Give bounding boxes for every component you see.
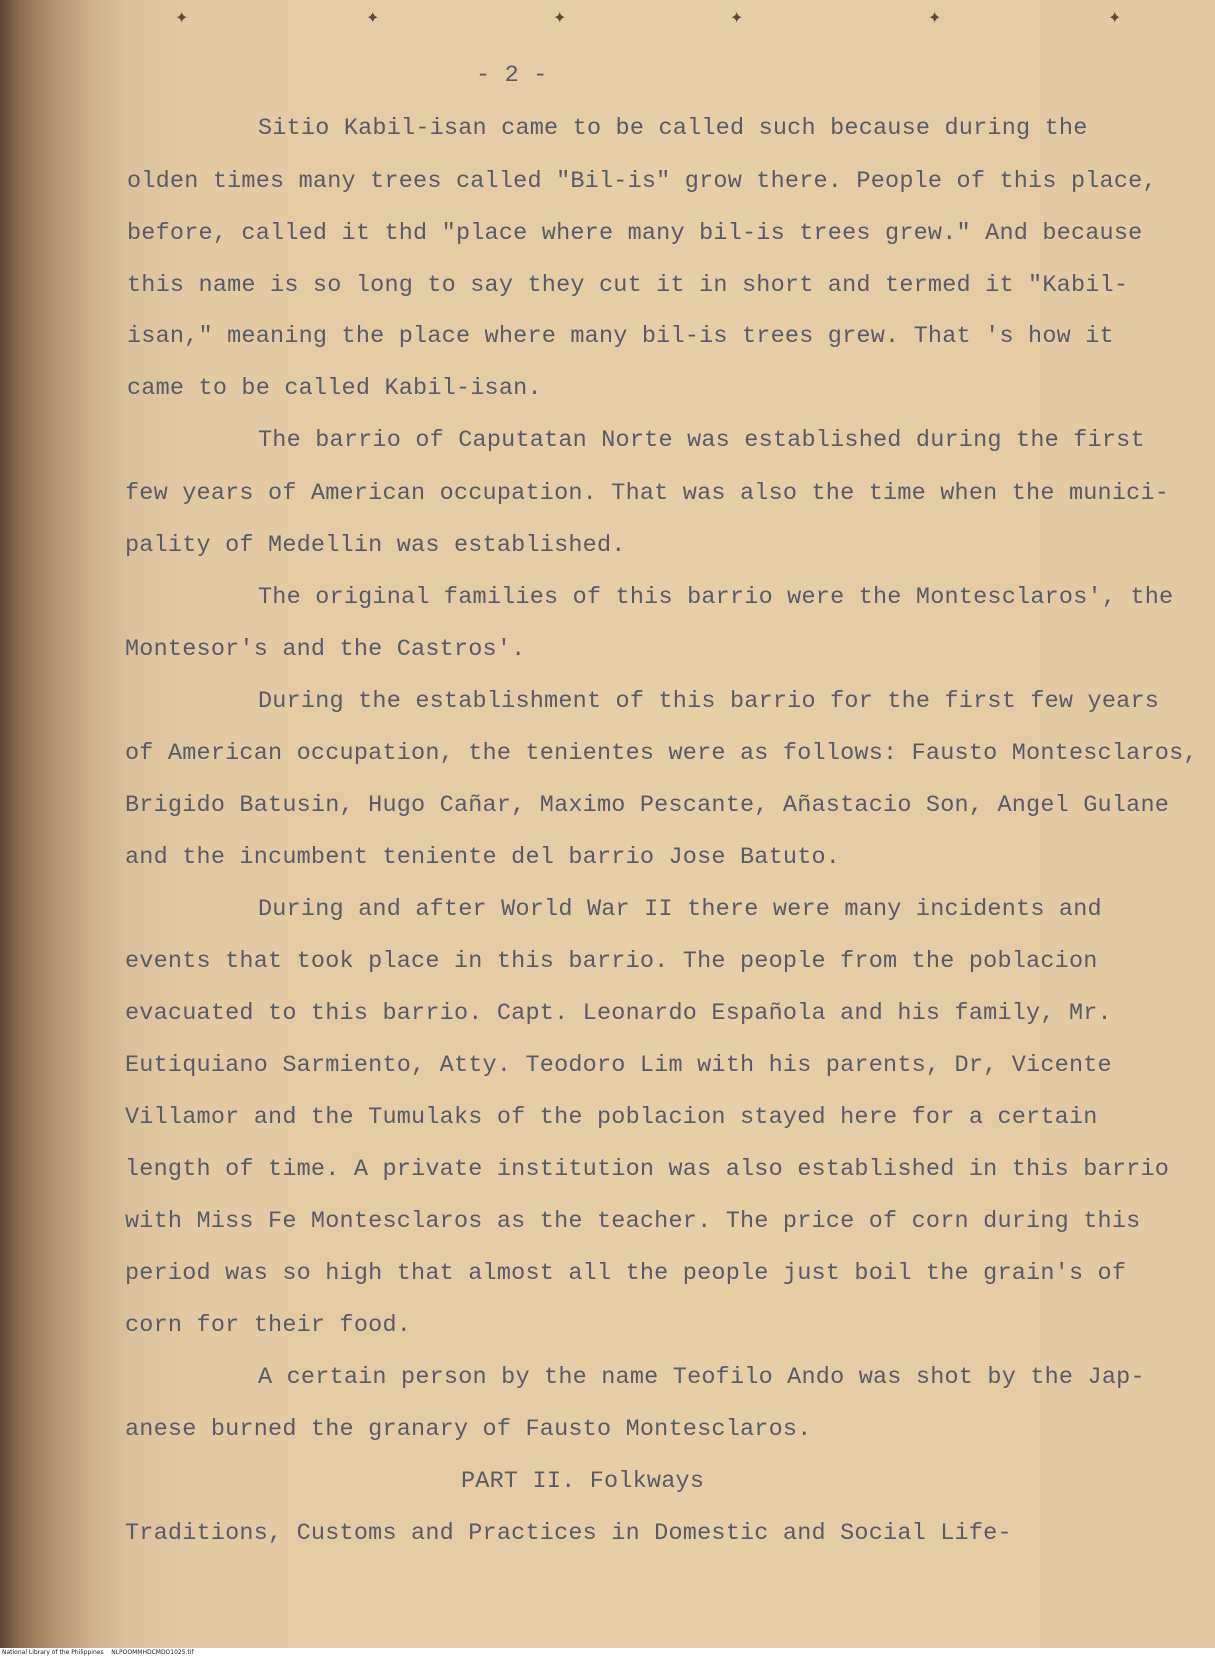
staple-mark-icon: ✦: [175, 8, 189, 27]
paragraph-line: before, called it thd "place where many bil-is trees grew." And because: [127, 220, 1143, 247]
paragraph-line: Eutiquiano Sarmiento, Atty. Teodoro Lim with his parents, Dr, Vicente: [125, 1052, 1112, 1079]
staple-mark-icon: ✦: [553, 8, 567, 27]
staple-mark-icon: ✦: [928, 8, 942, 27]
staple-mark-icon: ✦: [1108, 8, 1122, 27]
paragraph-line: During the establishment of this barrio for the first few years: [258, 688, 1160, 715]
page-number: - 2 -: [476, 62, 548, 89]
section-subheading: Traditions, Customs and Practices in Domestic and Social Life-: [125, 1520, 1012, 1547]
paragraph-line: came to be called Kabil-isan.: [127, 375, 542, 402]
paragraph-line: Villamor and the Tumulaks of the poblacion stayed here for a certain: [125, 1104, 1098, 1131]
paragraph-line: During and after World War II there were many incidents and: [258, 896, 1102, 923]
paragraph-line: few years of American occupation. That was also the time when the munici-: [125, 480, 1170, 507]
paragraph-line: and the incumbent teniente del barrio Jose Batuto.: [125, 844, 841, 871]
paragraph-line: The original families of this barrio were the Montesclaros', the: [258, 584, 1174, 611]
part-heading: PART II. Folkways: [461, 1468, 705, 1495]
paragraph-line: Sitio Kabil-isan came to be called such because during the: [258, 115, 1088, 142]
paragraph-line: anese burned the granary of Fausto Montesclaros.: [125, 1416, 812, 1443]
paragraph-line: of American occupation, the tenientes were as follows: Fausto Montesclaros,: [125, 740, 1198, 767]
paragraph-line: isan," meaning the place where many bil-is trees grew. That 's how it: [127, 323, 1114, 350]
paragraph-line: with Miss Fe Montesclaros as the teacher. The price of corn during this: [125, 1208, 1141, 1235]
paragraph-line: olden times many trees called "Bil-is" grow there. People of this place,: [127, 168, 1157, 195]
paragraph-line: Brigido Batusin, Hugo Cañar, Maximo Pescante, Añastacio Son, Angel Gulane: [125, 792, 1170, 819]
paragraph-line: evacuated to this barrio. Capt. Leonardo Española and his family, Mr.: [125, 1000, 1112, 1027]
paragraph-line: length of time. A private institution was also established in this barrio: [125, 1156, 1170, 1183]
paragraph-line: A certain person by the name Teofilo Ando was shot by the Jap-: [258, 1364, 1145, 1391]
staple-mark-icon: ✦: [366, 8, 380, 27]
paragraph-line: period was so high that almost all the people just boil the grain's of: [125, 1260, 1127, 1287]
paragraph-line: Montesor's and the Castros'.: [125, 636, 526, 663]
paragraph-line: this name is so long to say they cut it in short and termed it "Kabil-: [127, 272, 1129, 299]
paragraph-line: corn for their food.: [125, 1312, 412, 1339]
paragraph-line: events that took place in this barrio. The people from the poblacion: [125, 948, 1098, 975]
paragraph-line: pality of Medellin was established.: [125, 532, 626, 559]
archive-footer: National Library of the Philippines NLPOOMMHDCMDO1025.tif: [0, 1648, 1215, 1658]
staple-mark-icon: ✦: [730, 8, 744, 27]
paragraph-line: The barrio of Caputatan Norte was established during the first: [258, 427, 1145, 454]
